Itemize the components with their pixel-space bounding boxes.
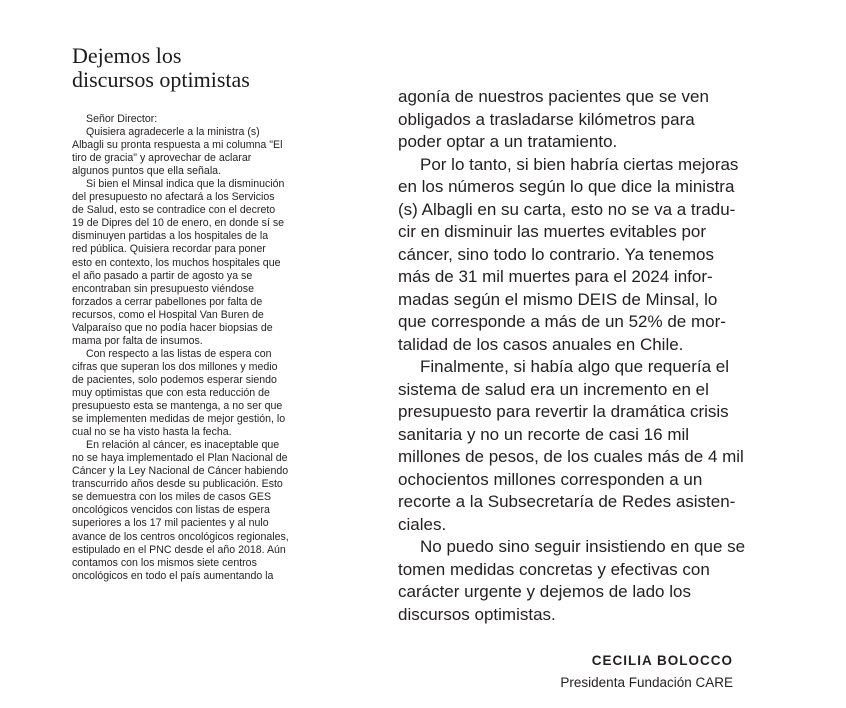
text-line: se demuestra con los miles de casos GES: [72, 491, 272, 504]
text-line: oncológicos vencidos con listas de espera: [72, 504, 270, 517]
paragraph: [398, 356, 746, 536]
text-line: En relación al cáncer, es inaceptable que: [86, 439, 280, 452]
paragraph: [398, 536, 746, 626]
text-line: ochocientos millones corresponden a un: [398, 469, 703, 489]
text-line: del presupuesto no afectará a los Servicios: [72, 191, 275, 204]
text-line: el año pasado a partir de agosto ya se: [72, 269, 253, 282]
paragraph: [398, 154, 746, 357]
text-line: estipulado en el PNC desde el año 2018. Aún: [72, 543, 286, 556]
text-line: disminuyen partidas a los hospitales de la: [72, 230, 269, 243]
letter-right-column: [398, 86, 746, 626]
text-line: Cáncer y la Ley Nacional de Cáncer habiendo: [72, 465, 289, 478]
text-line: cáncer, sino todo lo contrario. Ya tenemos: [398, 244, 714, 264]
text-line: Por lo tanto, si bien habría ciertas mejoras: [420, 154, 739, 174]
paragraph: [72, 126, 284, 178]
text-line: forzados a cerrar pabellones por falta de: [72, 295, 263, 308]
paragraph: [398, 86, 746, 154]
signature-block: [560, 650, 733, 694]
text-line: avance de los centros oncológicos regionales,: [72, 530, 289, 543]
text-line: esto en contexto, los muchos hospitales que: [72, 256, 281, 269]
text-line: Quisiera agradecerle a la ministra (s): [86, 126, 260, 139]
letter-left-column: [72, 113, 289, 583]
text-line: Albagli su pronta respuesta a mi columna "El: [72, 139, 283, 152]
text-line: madas según el mismo DEIS de Minsal, lo: [398, 289, 718, 309]
text-line: agonía de nuestros pacientes que se ven: [398, 87, 709, 106]
text-line: No puedo sino seguir insistiendo en que se: [420, 537, 746, 556]
text-line: encontraban sin presupuesto viéndose: [72, 282, 254, 295]
paragraph: [72, 113, 284, 126]
text-line: muy optimistas que con esta reducción de: [72, 386, 270, 399]
text-line: obligados a trasladarse kilómetros para: [398, 109, 695, 129]
text-line: recorte a la Subsecretaría de Redes asisten-: [398, 492, 736, 511]
text-line: Con respecto a las listas de espera con: [86, 347, 272, 360]
text-line: contamos con los mismos siete centros: [72, 556, 257, 569]
text-line: red pública. Quisiera recordar para poner: [72, 243, 266, 256]
text-line: Valparaíso que no podía hacer biopsias de: [72, 321, 273, 334]
text-line: más de 31 mil muertes para el 2024 infor-: [398, 267, 713, 286]
paragraph: [72, 439, 289, 583]
text-line: tomen medidas concretas y efectivas con: [398, 559, 710, 579]
text-line: ciales.: [398, 514, 447, 534]
headline-line: Dejemos los: [72, 43, 182, 68]
text-line: Finalmente, si había algo que requería el: [420, 357, 730, 376]
text-line: cual no se ha visto hasta la fecha.: [72, 426, 232, 439]
text-line: millones de pesos, de los cuales más de 4 mil: [398, 447, 744, 466]
text-line: algunos puntos que ella señala.: [72, 165, 222, 178]
text-line: cir en disminuir las muertes evitables por: [398, 222, 707, 241]
text-line: cifras que superan los dos millones y medio: [72, 360, 278, 373]
text-line: que corresponde a más de un 52% de mor-: [398, 312, 726, 331]
signature-role: Presidenta Fundación CARE: [560, 675, 733, 690]
text-line: superiores a los 17 mil pacientes y al nulo: [72, 517, 269, 530]
paragraph: [72, 348, 284, 439]
text-line: sistema de salud era un incremento en el: [398, 379, 709, 399]
text-line: 19 de Dipres del 10 de enero, en donde sí se: [72, 217, 285, 230]
text-line: poder optar a un tratamiento.: [398, 132, 618, 151]
text-line: discursos optimistas.: [398, 604, 556, 624]
text-line: mama por falta de insumos.: [72, 334, 203, 347]
text-line: oncológicos en todo el país aumentando la: [72, 569, 274, 582]
text-line: transcurrido años desde su publicación. Esto: [72, 478, 283, 491]
headline-line: discursos optimistas: [72, 67, 250, 92]
signature-name: CECILIA BOLOCCO: [591, 653, 733, 668]
text-line: no se haya implementado el Plan Nacional de: [72, 452, 288, 465]
text-line: de Salud, esto se contradice con el decreto: [72, 204, 276, 217]
headline: [72, 44, 302, 92]
text-line: carácter urgente y dejemos de lado los: [398, 582, 691, 601]
text-line: (s) Albagli en su carta, esto no se va a tradu-: [398, 199, 736, 219]
text-line: talidad de los casos anuales en Chile.: [398, 334, 684, 354]
text-line: Si bien el Minsal indica que la disminución: [86, 178, 285, 191]
text-line: tiro de gracia" y aprovechar de aclarar: [72, 152, 252, 165]
text-line: Señor Director:: [86, 113, 158, 125]
paragraph: [72, 178, 284, 348]
text-line: se implementen medidas de mejor gestión, lo: [72, 413, 286, 426]
text-line: de pacientes, solo podemos esperar siendo: [72, 373, 277, 386]
text-line: en los números según lo que dice la ministra: [398, 177, 735, 196]
text-line: presupuesto esta se mantenga, a no ser que: [72, 400, 283, 413]
text-line: sanitaria y no un recorte de casi 16 mil: [398, 424, 690, 444]
text-line: recursos, como el Hospital Van Buren de: [72, 308, 264, 321]
text-line: presupuesto para revertir la dramática crisis: [398, 402, 729, 421]
